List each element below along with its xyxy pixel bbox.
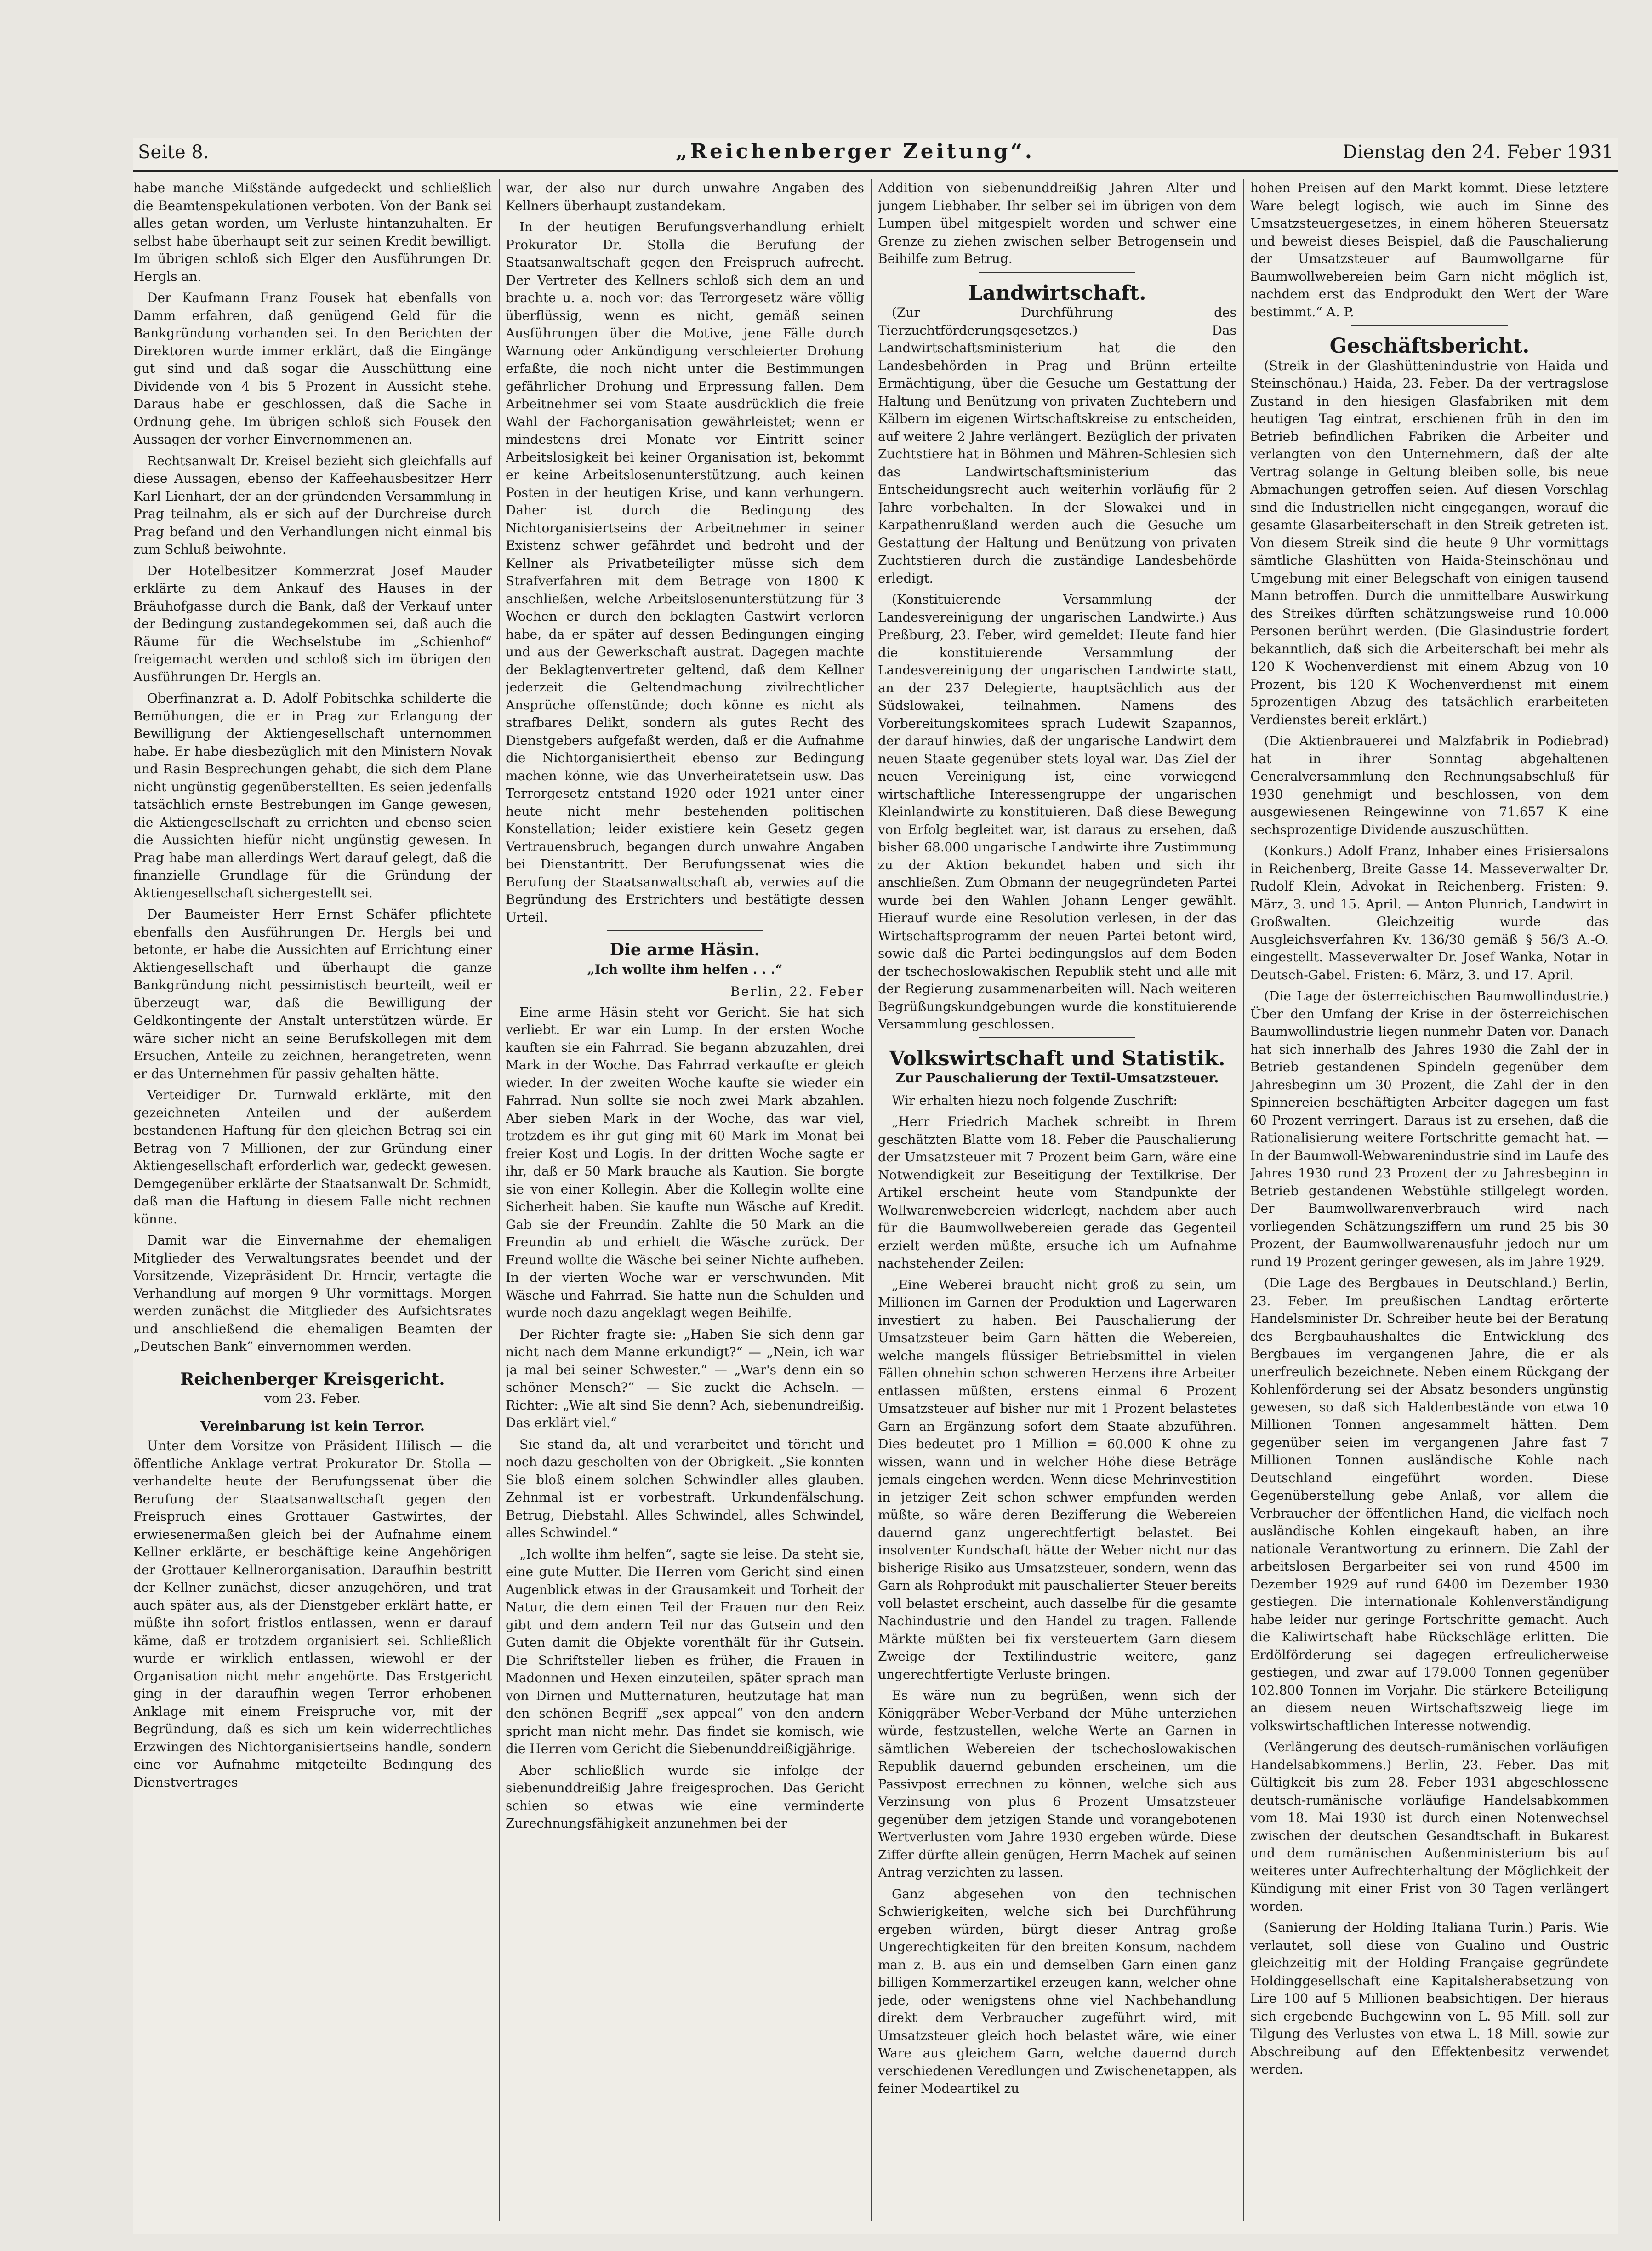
paragraph: Der Kaufmann Franz Fousek hat ebenfalls von Damm erfahren, daß genügend Geld für die Bankgründung vorhanden sei. In den Berichten der Direktoren wurde immer erklärt, daß die Eingänge gut sind und daß sogar die Ausschüttung eine Dividende von 4 bis 5 Prozent in Aussicht stehe. Daraus habe er geschlossen, daß die Sache in Ordnung gehe. Im übrigen schloß sich Fousek den Aussagen der vorher Einvernommenen an.: [133, 290, 492, 447]
section-heading: Volkswirtschaft und Statistik.: [889, 1046, 1225, 1070]
paragraph: (Die Aktienbrauerei und Malzfabrik in Podiebrad) hat in ihrer Sonntag abgehaltenen Generalversammlung den Rechnungsabschluß für 1930 genehmigt und beschlossen, von dem ausgewiesenen Reingewinne von 71.657 K eine sechsprozentige Dividende auszuschütten.: [1250, 733, 1609, 837]
newspaper-page: [133, 138, 1618, 2234]
paragraph: Aber schließlich wurde sie infolge der siebenunddreißig Jahre freigesprochen. Das Gericht schien so etwas wie eine verminderte Zurechnungsfähigkeit anzunehmen bei der: [506, 1762, 864, 1831]
paragraph: Es wäre nun zu begrüßen, wenn sich der Königgräber Weber-Verband der Mühe unterziehen würde, festzustellen, welche Werte an Garnen in sämtlichen Webereien der tschechoslowakischen Republik dauernd gebunden erscheinen, um die Passivpost errechnen zu können, welche sich aus Verzinsung von plus 6 Prozent Umsatzsteuer gegenüber dem jetzigen Stande und vorangebotenen Wertverlusten vom Jahre 1930 ergeben würde. Diese Ziffer dürfte allein genügen, Herrn Machek auf seinen Antrag verzichten zu lassen.: [878, 1688, 1236, 1880]
paragraph: (Die Lage des Bergbaues in Deutschland.) Berlin, 23. Feber. Im preußischen Landtag erörterte Handelsminister Dr. Schreiber heute bei der Beratung des Bergbauhaushaltes die Entwicklung des Bergbaues im vergangenen Jahre, die er als unerfreulich bezeichnete. Neben einem Rückgang der Kohlenförderung sei der Absatz besonders ungünstig gewesen, so daß sich Haldenbestände von etwa 10 Millionen Tonnen angesammelt hätten. Dem gegenüber seien im vergangenen Jahre fast 7 Millionen Tonnen ausländische Kohle nach Deutschland eingeführt worden. Diese Gegenüberstellung gebe Anlaß, vor allem die Verbraucher der öffentlichen Hand, die vielfach noch ausländische Kohlen eingekauft haben, an ihre nationale Verantwortung zu erinnern. Die Zahl der arbeitslosen Bergarbeiter sei von rund 4500 im Dezember 1929 auf rund 6400 im Dezember 1930 gestiegen. Die internationale Kohlenverständigung habe leider nur geringe Fortschritte gemacht. Auch die Kaliwirtschaft habe Rückschläge erlitten. Die Erdölförderung sei dagegen erfreulicherweise gestiegen, und zwar auf 179.000 Tonnen gegenüber 102.800 Tonnen im Vorjahr. Die stärkere Beteiligung an diesem neuen Wirtschaftszweig liege im volkswirtschaftlichen Interesse notwendig.: [1250, 1275, 1609, 1733]
paragraph: Eine arme Häsin steht vor Gericht. Sie hat sich verliebt. Er war ein Lump. In der ersten Woche kauften sie ein Fahrrad. Sie begann abzuzahlen, drei Mark in der Woche. Das Fahrrad verkaufte er gleich wieder. In der zweiten Woche kaufte sie wieder ein Fahrrad. Nun sollte sie noch zwei Mark abzahlen. Aber sieben Mark in der Woche, das war viel, trotzdem es ihr gut ging mit 60 Mark im Monat bei freier Kost und Logis. In der dritten Woche sagte er ihr, daß er 50 Mark brauche als Kaution. Sie borgte sie von einer Kollegin. Aber die Kollegin wollte eine Sicherheit haben. Sie kaufte nun Wäsche auf Kredit. Gab sie der Freundin. Zahlte die 50 Mark an die Freundin ab und erhielt die Wäsche zurück. Der Freund wollte die Wäsche bei seiner Nichte aufheben. In der vierten Woche war er verschwunden. Mit Wäsche und Fahrrad. Sie hatte nun die Schulden und wurde noch dazu angeklagt wegen Beihilfe.: [506, 1004, 864, 1320]
masthead-title: „Reichenberger Zeitung“.: [676, 140, 1035, 163]
paragraph: war, der also nur durch unwahre Angaben des Kellners überhaupt zustandekam.: [506, 180, 864, 213]
column-4: [1250, 179, 1609, 2221]
column-rule: [871, 179, 872, 2221]
paragraph: (Die Lage der österreichischen Baumwollindustrie.) Über den Umfang der Krise in der österreichischen Baumwollindustrie liegen nunmehr Daten vor. Danach hat sich innerhalb des Jahres 1930 die Zahl der in Betrieb gestandenen Spindeln gegenüber dem Jahresbeginn um 30 Prozent, die Zahl der in den Spinnereien beschäftigten Arbeiter dagegen um fast 60 Prozent verringert. Daraus ist zu ersehen, daß die Rationalisierung weitere Fortschritte gemacht hat. — In der Baumwoll-Webwarenindustrie sind im Laufe des Jahres 1930 rund 23 Prozent der zu Jahresbeginn in Betrieb gestandenen Webstühle stillgelegt worden. Der Baumwollwarenverbrauch wird nach vorliegenden Schätzungsziffern um rund 25 bis 30 Prozent, der Baumwollwarenausfuhr jedoch nur um rund 19 Prozent geringer gewesen, als im Jahre 1929.: [1250, 988, 1609, 1269]
paragraph: Unter dem Vorsitze von Präsident Hilisch — die öffentliche Anklage vertrat Prokurator Dr. Stolla — verhandelte heute der Berufungssenat über die Berufung der Staatsanwaltschaft gegen den Freispruch eines Grottauer Gastwirtes, der erwiesenermaßen gleich bei der Aufnahme einem Kellner erklärte, er beschäftige keine Angehörigen der Grottauer Kellnerorganisation. Daraufhin bestritt der Kellner zunächst, dieser anzugehören, und trat auch später aus, als der Dienstgeber erklärt hatte, er müßte ihn sofort fristlos entlassen, wenn er darauf käme, daß er trotzdem organisiert sei. Schließlich wurde er wirklich entlassen, wiewohl er der Organisation nicht mehr angehörte. Das Erstgericht ging in der daraufhin wegen Terror erhobenen Anklage mit einem Freispruche vor, mit der Begründung, daß es sich um kein widerrechtliches Erzwingen des Nichtorganisiertseins handle, sondern eine vor Aufnahme mitgeteilte Bedingung des Dienstvertrages: [133, 1438, 492, 1790]
section-divider: [1351, 325, 1508, 326]
section-heading: Reichenberger Kreisgericht.: [180, 1369, 445, 1389]
paragraph: Sie stand da, alt und verarbeitet und töricht und noch dazu gescholten von der Obrigkeit. „Sie konnten Sie bloß einem solchen Schwindler alles glauben. Zehnmal ist er vorbestraft. Urkundenfälschung. Betrug, Diebstahl. Alles Schwindel, alles Schwindel, alles Schwindel.“: [506, 1436, 864, 1540]
paragraph: (Streik in der Glashüttenindustrie von Haida und Steinschönau.) Haida, 23. Feber. Da der vertragslose Zustand in den hiesigen Glasfabriken mit dem heutigen Tag eintrat, erschienen früh in den im Betrieb befindlichen Fabriken die Arbeiter und verlangten von den Unternehmern, daß der alte Vertrag solange in Geltung bleiben solle, bis neue Abmachungen getroffen seien. Auf diesen Vorschlag sind die Industriellen nicht eingegangen, worauf die gesamte Glasarbeiterschaft in den Streik getreten ist. Von diesem Streik sind die heute 9 Uhr vormittags sämtliche Glashütten von Haida-Steinschönau und Umgebung mit einer Belegschaft von einigen tausend Mann betroffen. Durch die unmittelbare Auswirkung des Streikes dürften schätzungsweise rund 10.000 Personen berührt werden. (Die Glasindustrie fordert bekanntlich, daß sich die Arbeiterschaft bei mehr als 120 K Wochenverdienst mit einem Abzug von 10 Prozent, bis 120 K Wochenverdienst mit einem 5prozentigen Abzug des tatsächlich erarbeiteten Verdienstes bereit erklärt.): [1250, 358, 1609, 727]
paragraph: „Eine Weberei braucht nicht groß zu sein, um Millionen im Garnen der Produktion und Lagerwaren investiert zu haben. Bei Pauschalierung der Umsatzsteuer beim Garn hätten die Webereien, welche mangels flüssiger Betriebsmittel in vielen Fällen ohnehin schon schweren Herzens ihre Arbeiter entlassen müßten, erstens einmal 6 Prozent Umsatzsteuer auf bisher nur mit 1 Prozent belastetes Garn an Ergänzung sofort dem Staate abzuführen. Dies bedeutet pro 1 Million = 60.000 K ohne zu wissen, wann und in welcher Höhe diese Beträge jemals eingehen werden. Wenn diese Mehrinvestition in jetziger Zeit schon schwer empfunden werden müßte, so wäre deren Bezifferung die Webereien dauernd ganz ungerechtfertigt belastet. Bei insolventer Kundschaft hätte der Weber nicht nur das bisherige Risiko aus Umsatzsteuer, sondern, wenn das Garn als Rohprodukt mit pauschalierter Steuer bereits voll belastet erscheint, auch dasselbe für die gesamte Nachindustrie und den Handel zu tragen. Fallende Märkte müßten bei fix versteuertem Garn diesem Zweige der Textilindustrie weitere, ganz ungerechtfertigte Verluste bringen.: [878, 1277, 1236, 1682]
paragraph: (Konstituierende Versammlung der Landesvereinigung der ungarischen Landwirte.) Aus Preßburg, 23. Feber, wird gemeldet: Heute fand hier die konstituierende Versammlung der Landesvereinigung der ungarischen Landwirte statt, an der 237 Delegierte, hauptsächlich aus der Südslowakei, teilnahmen. Namens des Vorbereitungskomitees sprach Ludewit Szapannos, der darauf hinwies, daß der ungarische Landwirt dem neuen Staate gegenüber stets loyal war. Das Ziel der neuen Vereinigung ist, eine vorwiegend wirtschaftliche Interessengruppe der ungarischen Kleinlandwirte zu konstituieren. Daß diese Bewegung von Erfolg begleitet war, ist daraus zu ersehen, daß bisher 68.000 ungarische Landwirte ihre Zustimmung zu der Aktion bekundet haben und sich ihr anschließen. Zum Obmann der neugegründeten Partei wurde bei den Wahlen Johann Lenger gewählt. Hierauf wurde eine Resolution verlesen, in der das Wirtschaftsprogramm der neuen Partei betont wird, sowie daß die Partei bedingungslos auf dem Boden der tschechoslowakischen Republik steht und alle mit der Regierung zusammenarbeiten will. Nach weiteren Begrüßungskundgebungen wurde die konstituierende Versammlung geschlossen.: [878, 592, 1236, 1032]
section-divider: [979, 1037, 1135, 1038]
paragraph: (Verlängerung des deutsch-rumänischen vorläufigen Handelsabkommens.) Berlin, 23. Feber. Das mit Gültigkeit bis zum 28. Feber 1931 abgeschlossene deutsch-rumänische vorläufige Handelsabkommen vom 18. Mai 1930 ist durch einen Notenwechsel zwischen der deutschen Gesandtschaft in Bukarest und dem rumänischen Außenministerium bis auf weiteres unter Aufrechterhaltung der Möglichkeit der Kündigung mit einer Frist von 30 Tagen verlängert worden.: [1250, 1739, 1609, 1914]
paragraph: Addition von siebenunddreißig Jahren Alter und jungem Liebhaber. Ihr selber sei im übrigen von dem Lumpen übel mitgespielt worden und schwer eine Grenze zu ziehen zwischen selber Betrogensein und Beihilfe zum Betrug.: [878, 180, 1236, 266]
paragraph: Der Hotelbesitzer Kommerzrat Josef Mauder erklärte zu dem Ankauf des Hauses in der Bräuhofgasse durch die Bank, daß der Verkauf unter der Bedingung zustandegekommen sei, daß auch die Räume für die Wechselstube im „Schienhof“ freigemacht werden und schloß sich im übrigen den Ausführungen Dr. Hergls an.: [133, 563, 492, 685]
article-heading: Zur Pauschalierung der Textil-Umsatzsteuer.: [895, 1070, 1219, 1086]
paragraph: Rechtsanwalt Dr. Kreisel bezieht sich gleichfalls auf diese Aussagen, ebenso der Kaffeehausbesitzer Herr Karl Lienhart, der an der gründenden Versammlung in Prag teilnahm, als er sich auf der Durchreise durch Prag befand und den Verhandlungen nicht einmal bis zum Schluß beiwohnte.: [133, 453, 492, 557]
paragraph: Wir erhalten hiezu noch folgende Zuschrift:: [892, 1092, 1178, 1108]
paragraph: „Ich wollte ihm helfen“, sagte sie leise. Da steht sie, eine gute Mutter. Die Herren vom Gericht sind einen Augenblick etwas in der Grausamkeit und Torheit der Natur, die dem einen Teil der Frauen nur den Reiz gibt und dem andern Teil nur das Gutsein und den Guten damit die Objekte vorenthält für ihr Gutsein. Die Schriftsteller lieben es früher, die Frauen in Madonnen und Hexen einzuteilen, später sprach man von Dirnen und Mutternaturen, heutzutage hat man den schönen Begriff „sex appeal“ von den andern spricht man nicht mehr. Das findet sie komisch, wie die Herren vom Gericht die Siebenunddreißigjährige.: [506, 1546, 864, 1756]
column-rule: [499, 179, 500, 2221]
paragraph: Der Baumeister Herr Ernst Schäfer pflichtete ebenfalls den Ausführungen Dr. Hergls bei und betonte, er habe die Aussichten auf Errichtung einer Aktiengesellschaft und überhaupt die ganze Bankgründung nicht pessimistisch beurteilt, weil er überzeugt war, daß die Bewilligung der Geldkontingente der Anstalt unterstützen würde. Er wäre sicher nicht an seine Berufskollegen mit dem Ersuchen, Anteile zu zeichnen, herangetreten, wenn er das Unternehmen für passiv gehalten hätte.: [133, 907, 492, 1081]
paragraph: Damit war die Einvernahme der ehemaligen Mitglieder des Verwaltungsrates beendet und der Vorsitzende, Vizepräsident Dr. Hrncir, vertagte die Verhandlung auf morgen 9 Uhr vormittags. Morgen werden zunächst die Mitglieder des Aufsichtsrates und anschließend die ehemaligen Beamten der „Deutschen Bank“ einvernommen werden.: [133, 1233, 492, 1354]
column-1: [133, 179, 492, 2221]
column-rule: [1243, 179, 1244, 2221]
paragraph: Oberfinanzrat a. D. Adolf Pobitschka schilderte die Bemühungen, die er in Prag zur Erlangung der Bewilligung der Aktiengesellschaft unternommen habe. Er habe diesbezüglich mit den Ministern Novak und Rasin Besprechungen gehabt, die sich dem Plane nicht ungünstig gegenüberstellten. Es seien jedenfalls tatsächlich ernste Bestrebungen im Gange gewesen, die Aktiengesellschaft zu errichten und ebenso seien die Aussichten hiefür nicht ungünstig gewesen. In Prag habe man allerdings Wert darauf gelegt, daß die finanzielle Grundlage für die Gründung der Aktiengesellschaft sichergestellt sei.: [133, 691, 492, 901]
paragraph: habe manche Mißstände aufgedeckt und schließlich die Beamtenspekulationen verboten. Von der Bank sei alles getan worden, um Verluste hintanzuhalten. Er selbst habe überhaupt seit zur seinen Kredit bewilligt. Im übrigen schloß sich Elger den Ausführungen Dr. Hergls an.: [133, 180, 492, 284]
column-2: [506, 179, 864, 2221]
paragraph: Der Richter fragte sie: „Haben Sie sich denn gar nicht nach dem Manne erkundigt?“ — „Nein, ich war ja mal bei seiner Schwester.“ — „War's denn ein so schöner Mensch?“ — Sie zuckt die Achseln. — Richter: „Wie alt sind Sie denn? Ach, siebenundreißig. Das erklärt viel.“: [506, 1326, 864, 1430]
article-subheading: „Ich wollte ihm helfen . . .“: [587, 961, 783, 977]
article-heading: Vereinbarung ist kein Terror.: [200, 1418, 425, 1434]
paragraph: In der heutigen Berufungsverhandlung erhielt Prokurator Dr. Stolla die Berufung der Staatsanwaltschaft gegen den Freispruch aufrecht. Der Vertreter des Kellners schloß sich dem an und brachte u. a. noch vor: das Terrorgesetz wäre völlig überflüssig, wenn es nicht, gemäß seinen Ausführungen über die Motive, jene Fälle durch Warnung oder Ankündigung verschleierter Drohung erfaßte, die noch nicht unter die Bestimmungen gefährlicher Drohung und Erpressung fallen. Dem Arbeitnehmer sei vom Staate ausdrücklich die freie Wahl der Fachorganisation gewährleistet; wenn er mindestens drei Monate vor Eintritt seiner Arbeitslosigkeit bei keiner Organisation ist, bekommt er keine Arbeitslosenunterstützung, auch keinen Posten in der heutigen Krise, und kann verhungern. Daher ist durch die Bedingung des Nichtorganisiertseins der Arbeitnehmer in seiner Existenz schwer gefährdet und bedroht und der Kellner als Privatbeteiligter müsse sich dem Strafverfahren mit dem Betrage von 1800 K anschließen, welche Arbeitslosenunterstützung für 3 Wochen er durch den beklagten Gastwirt verloren habe, da er später auf dessen Bedingungen einging und aus der Gewerkschaft austrat. Dagegen machte der Beklagtenvertreter geltend, daß dem Kellner jederzeit die Geltendmachung zivilrechtlicher Ansprüche offenstünde; doch könne es nicht als strafbares Delikt, sondern als gutes Recht des Dienstgebers aufgefaßt werden, daß er die Aufnahme die Nichtorganisiertheit ebenso zur Bedingung machen könne, wie das Unverheiratetsein usw. Das Terrorgesetz entstand 1920 oder 1921 unter einer heute nicht mehr bestehenden politischen Konstellation; leider existiere kein Gesetz gegen Vertrauensbruch, begangen durch unwahre Angaben bei Dienstantritt. Der Berufungssenat wies die Berufung der Staatsanwaltschaft ab, verwies auf die Begründung des Erstrichters und bestätigte dessen Urteil.: [506, 219, 864, 925]
section-heading: Geschäftsbericht.: [1329, 334, 1530, 358]
article-heading: Die arme Häsin.: [610, 940, 760, 960]
paragraph: Ganz abgesehen von den technischen Schwierigkeiten, welche sich bei Durchführung ergeben würden, bürgt dieser Antrag große Ungerechtigkeiten für den breiten Konsum, nachdem man z. B. aus ein und demselben Garn einen ganz billigen Kommerzartikel erzeugen kann, welcher ohne jede, oder wenigstens ohne viel Nachbehandlung direkt dem Verbraucher zugeführt wird, mit Umsatzsteuer gleich hoch belastet wäre, wie einer Ware aus gleichem Garn, welche dauernd durch verschiedenen Veredlungen und Zwischenetappen, als feiner Modeartikel zu: [878, 1886, 1236, 2096]
section-divider: [607, 930, 763, 931]
section-subheading: vom 23. Feber.: [264, 1391, 361, 1406]
dateline: Berlin, 22. Feber: [730, 984, 864, 999]
paragraph: hohen Preisen auf den Markt kommt. Diese letztere Ware belegt logisch, wie auch im Sinne des Umsatzsteuergesetzes, in einem höheren Steuersatz und beweist dieses Beispiel, daß die Pauschalierung der Umsatzsteuer auf Baumwollgarne für Baumwollwebereien beim Garn nicht möglich ist, nachdem erst das Endprodukt den Wert der Ware bestimmt.“ A. P.: [1250, 180, 1609, 320]
paragraph: (Zur Durchführung des Tierzuchtförderungsgesetzes.) Das Landwirtschaftsministerium hat die den Landesbehörden in Prag und Brünn erteilte Ermächtigung, über die Gesuche um Gestattung der Haltung und Benützung von privaten Zuchtebern und Kälbern im eigenen Wirtschaftskreise zu entscheiden, auf weitere 2 Jahre verlängert. Bezüglich der privaten Zuchtstiere hat in Böhmen und Mähren-Schlesien sich das Landwirtschaftsministerium das Entscheidungsrecht auch weiterhin vorläufig für 2 Jahre vorbehalten. In der Slowakei und in Karpathenrußland werden auch die Gesuche um Gestattung der Haltung und Benützung von privaten Zuchtstieren durch die zuständige Landesbehörde erledigt.: [878, 305, 1236, 586]
paragraph: (Sanierung der Holding Italiana Turin.) Paris. Wie verlautet, soll diese von Gualino und Oustric gleichzeitig mit der Holding Française gegründete Holdinggesellschaft eine Kapitalsherabsetzung von Lire 100 auf 5 Millionen beabsichtigen. Der hieraus sich ergebende Buchgewinn von L. 95 Mill. soll zur Tilgung des Verlustes von etwa L. 18 Mill. sowie zur Abschreibung auf den Effektenbesitz verwendet werden.: [1250, 1920, 1609, 2077]
issue-date: Dienstag den 24. Feber 1931: [1342, 142, 1613, 163]
paragraph: (Konkurs.) Adolf Franz, Inhaber eines Frisiersalons in Reichenberg, Breite Gasse 14. Masseverwalter Dr. Rudolf Klein, Advokat in Reichenberg. Fristen: 9. März, 3. und 15. April. — Anton Plunrich, Landwirt in Großwalten. Gleichzeitig wurde das Ausgleichsverfahren Kv. 136/30 gemäß § 56/3 A.-O. eingestellt. Masseverwalter Dr. Josef Wanka, Notar in Deutsch-Gabel. Fristen: 6. März, 3. und 17. April.: [1250, 843, 1609, 983]
page-header: [133, 138, 1618, 172]
section-divider: [979, 272, 1135, 273]
column-3: [878, 179, 1236, 2221]
page-number: Seite 8.: [138, 142, 209, 163]
section-heading: Landwirtschaft.: [968, 281, 1146, 305]
paragraph: „Herr Friedrich Machek schreibt in Ihrem geschätzten Blatte vom 18. Feber die Pauschalierung der Umsatzsteuer mit 7 Prozent beim Garn, wäre eine Notwendigkeit zur Beseitigung der Textilkrise. Der Artikel erscheint heute vom Standpunkte der Wollwarenwebereien widerlegt, nachdem aber auch für die Baumwollwebereien gerade das Gegenteil erzielt werden müßte, ersuche ich um Aufnahme nachstehender Zeilen:: [878, 1114, 1236, 1271]
paragraph: Verteidiger Dr. Turnwald erklärte, mit den gezeichneten Anteilen und der außerdem bestandenen Haftung für den gleichen Betrag sei ein Betrag von 7 Millionen, der zur Gründung einer Aktiengesellschaft erforderlich war, gedeckt gewesen. Demgegenüber erklärte der Staatsanwalt Dr. Schmidt, daß man die Haftung in diesem Falle nicht rechnen könne.: [133, 1087, 492, 1227]
